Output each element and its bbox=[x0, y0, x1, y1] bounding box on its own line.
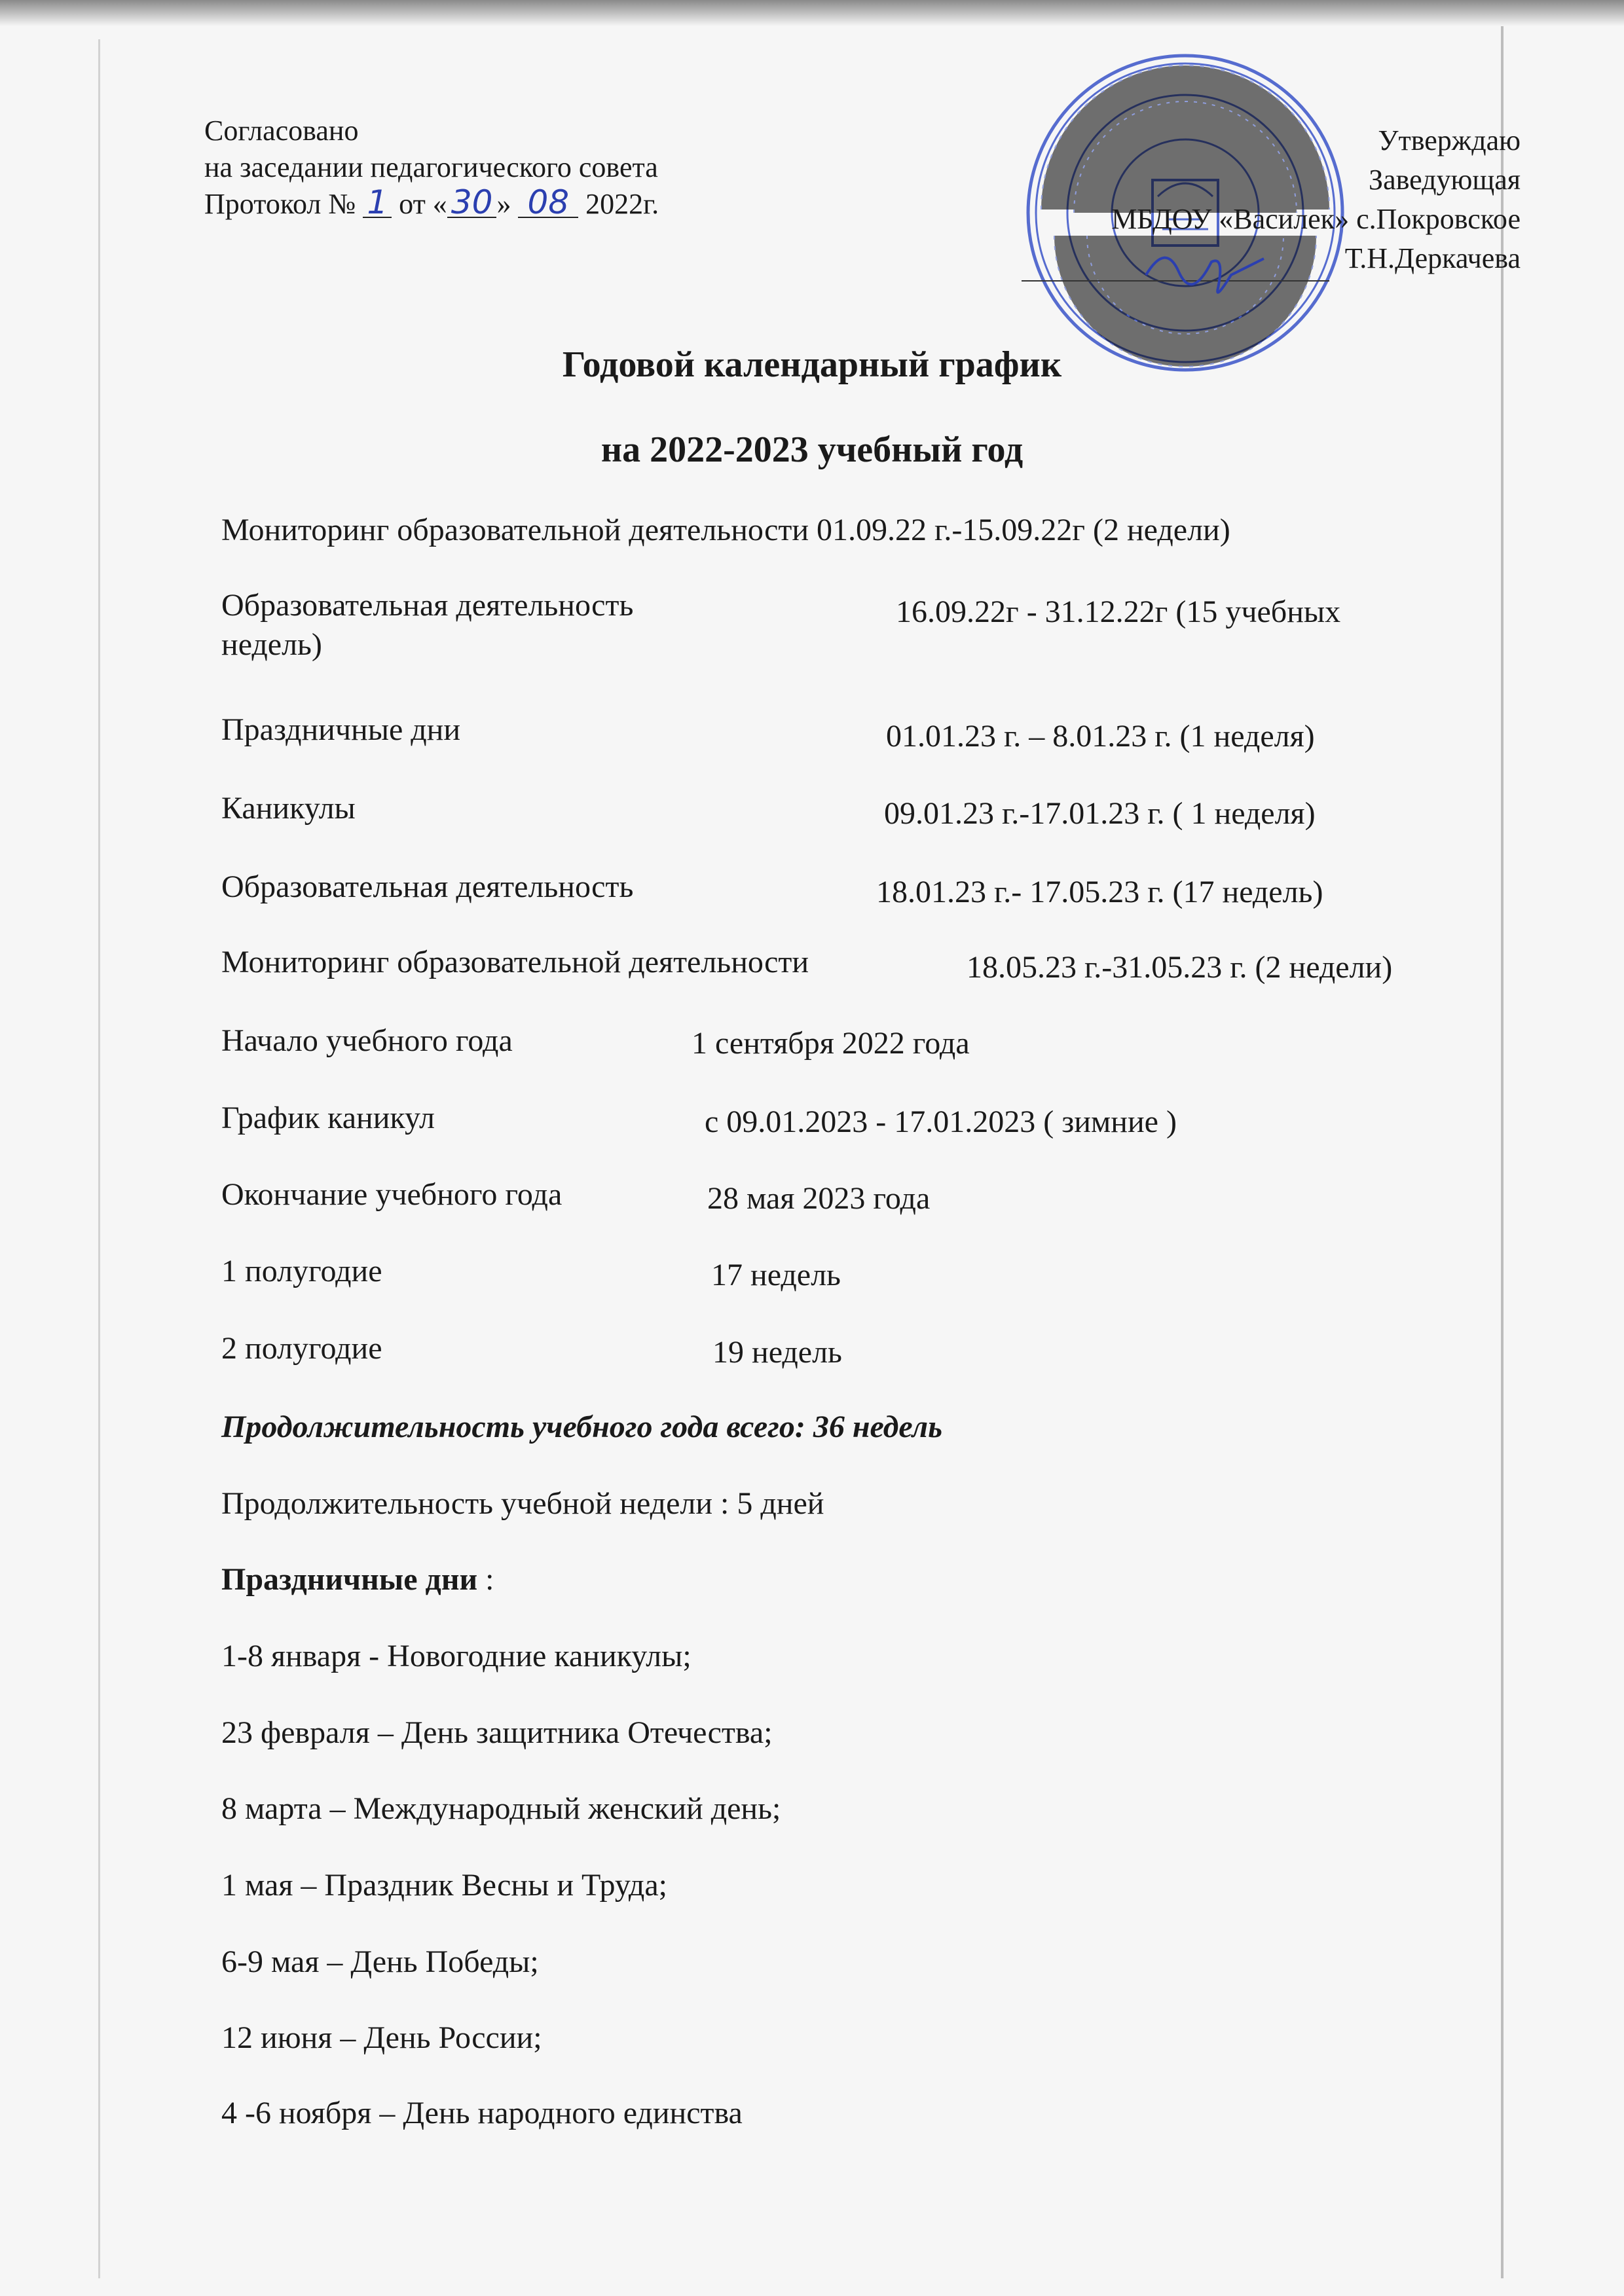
schedule-value: 16.09.22г - 31.12.22г (15 учебных bbox=[896, 594, 1341, 629]
holiday-item: 4 -6 ноября – День народного единства bbox=[221, 2096, 743, 2130]
schedule-value: 18.05.23 г.-31.05.23 г. (2 недели) bbox=[967, 950, 1393, 985]
holidays-colon: : bbox=[477, 1562, 494, 1597]
protocol-prefix: Протокол № bbox=[204, 188, 356, 220]
approval-organization: МБДОУ «Василек» с.Покровское bbox=[1111, 203, 1521, 235]
schedule-value: 01.01.23 г. – 8.01.23 г. (1 неделя) bbox=[886, 719, 1315, 754]
protocol-quote: » bbox=[496, 188, 511, 220]
holiday-item: 1-8 января - Новогодние каникулы; bbox=[221, 1639, 692, 1673]
schedule-label: Начало учебного года bbox=[221, 1023, 513, 1058]
holiday-item: 12 июня – День России; bbox=[221, 2020, 542, 2055]
schedule-row-monitoring-1 bbox=[221, 511, 1230, 550]
schedule-value: 1 сентября 2022 года bbox=[692, 1026, 970, 1061]
schedule-row-vacation bbox=[221, 789, 1316, 831]
schedule-row-vacation-schedule bbox=[221, 1099, 1177, 1139]
approval-title: Утверждаю bbox=[1378, 124, 1521, 156]
schedule-label: Мониторинг образовательной деятельности 01.09.22 г.-15.09.22г (2 недели) bbox=[221, 513, 1230, 547]
schedule-row-holidays bbox=[221, 710, 1315, 754]
holiday-item: 8 марта – Международный женский день; bbox=[221, 1791, 781, 1826]
protocol-year: 2022г. bbox=[585, 188, 659, 220]
schedule-label: Праздничные дни bbox=[221, 712, 461, 747]
schedule-value: 18.01.23 г.- 17.05.23 г. (17 недель) bbox=[876, 875, 1323, 909]
protocol-from: от « bbox=[399, 188, 447, 220]
schedule-label: Окончание учебного года bbox=[221, 1177, 563, 1212]
document-title: Годовой календарный график bbox=[562, 344, 1062, 385]
approval-position: Заведующая bbox=[1369, 164, 1521, 196]
schedule-row-half-1 bbox=[221, 1252, 841, 1292]
total-duration: Продолжительность учебного года всего: 36 недель bbox=[221, 1410, 943, 1444]
schedule-label: Образовательная деятельность bbox=[221, 869, 634, 904]
schedule-value: 28 мая 2023 года bbox=[707, 1181, 931, 1216]
schedule-label: Каникулы bbox=[221, 791, 356, 826]
agreement-council: на заседании педагогического совета bbox=[204, 151, 658, 183]
schedule-row-start bbox=[221, 1021, 970, 1061]
schedule-value: с 09.01.2023 - 17.01.2023 ( зимние ) bbox=[705, 1104, 1177, 1139]
schedule-label: График каникул bbox=[221, 1101, 435, 1135]
schedule-row-education-1 bbox=[221, 586, 1341, 665]
scan-shadow bbox=[0, 0, 1624, 26]
week-duration: Продолжительность учебной недели : 5 дней bbox=[221, 1486, 824, 1521]
schedule-value-cont: недель) bbox=[221, 627, 322, 662]
schedule-row-end bbox=[221, 1175, 931, 1216]
holiday-item: 23 февраля – День защитника Отечества; bbox=[221, 1715, 773, 1750]
agreement-block bbox=[204, 113, 659, 223]
holidays-heading bbox=[221, 1560, 494, 1599]
protocol-number: 1 bbox=[363, 188, 392, 218]
schedule-label: 2 полугодие bbox=[221, 1331, 382, 1366]
holiday-item: 1 мая – Праздник Весны и Труда; bbox=[221, 1868, 667, 1903]
schedule-value: 17 недель bbox=[711, 1258, 841, 1292]
schedule-label: 1 полугодие bbox=[221, 1254, 382, 1288]
schedule-label: Образовательная деятельность bbox=[221, 588, 634, 623]
agreement-protocol bbox=[204, 183, 659, 223]
schedule-value: 19 недель bbox=[712, 1335, 842, 1370]
agreement-title: Согласовано bbox=[204, 115, 359, 147]
approval-name: Т.Н.Деркачева bbox=[1344, 242, 1521, 274]
schedule-row-half-2 bbox=[221, 1329, 842, 1370]
handwritten-signature bbox=[1139, 236, 1270, 308]
schedule-row-monitoring-2 bbox=[221, 943, 1393, 985]
holiday-item: 6-9 мая – День Победы; bbox=[221, 1944, 539, 1979]
protocol-month: 08 bbox=[518, 188, 578, 218]
schedule-row-education-2 bbox=[221, 867, 1323, 909]
holidays-title: Праздничные дни bbox=[221, 1562, 478, 1597]
schedule-value: 09.01.23 г.-17.01.23 г. ( 1 неделя) bbox=[884, 796, 1316, 831]
schedule-label: Мониторинг образовательной деятельности bbox=[221, 945, 809, 979]
protocol-day: 30 bbox=[447, 188, 497, 218]
document-subtitle: на 2022-2023 учебный год bbox=[600, 429, 1024, 470]
